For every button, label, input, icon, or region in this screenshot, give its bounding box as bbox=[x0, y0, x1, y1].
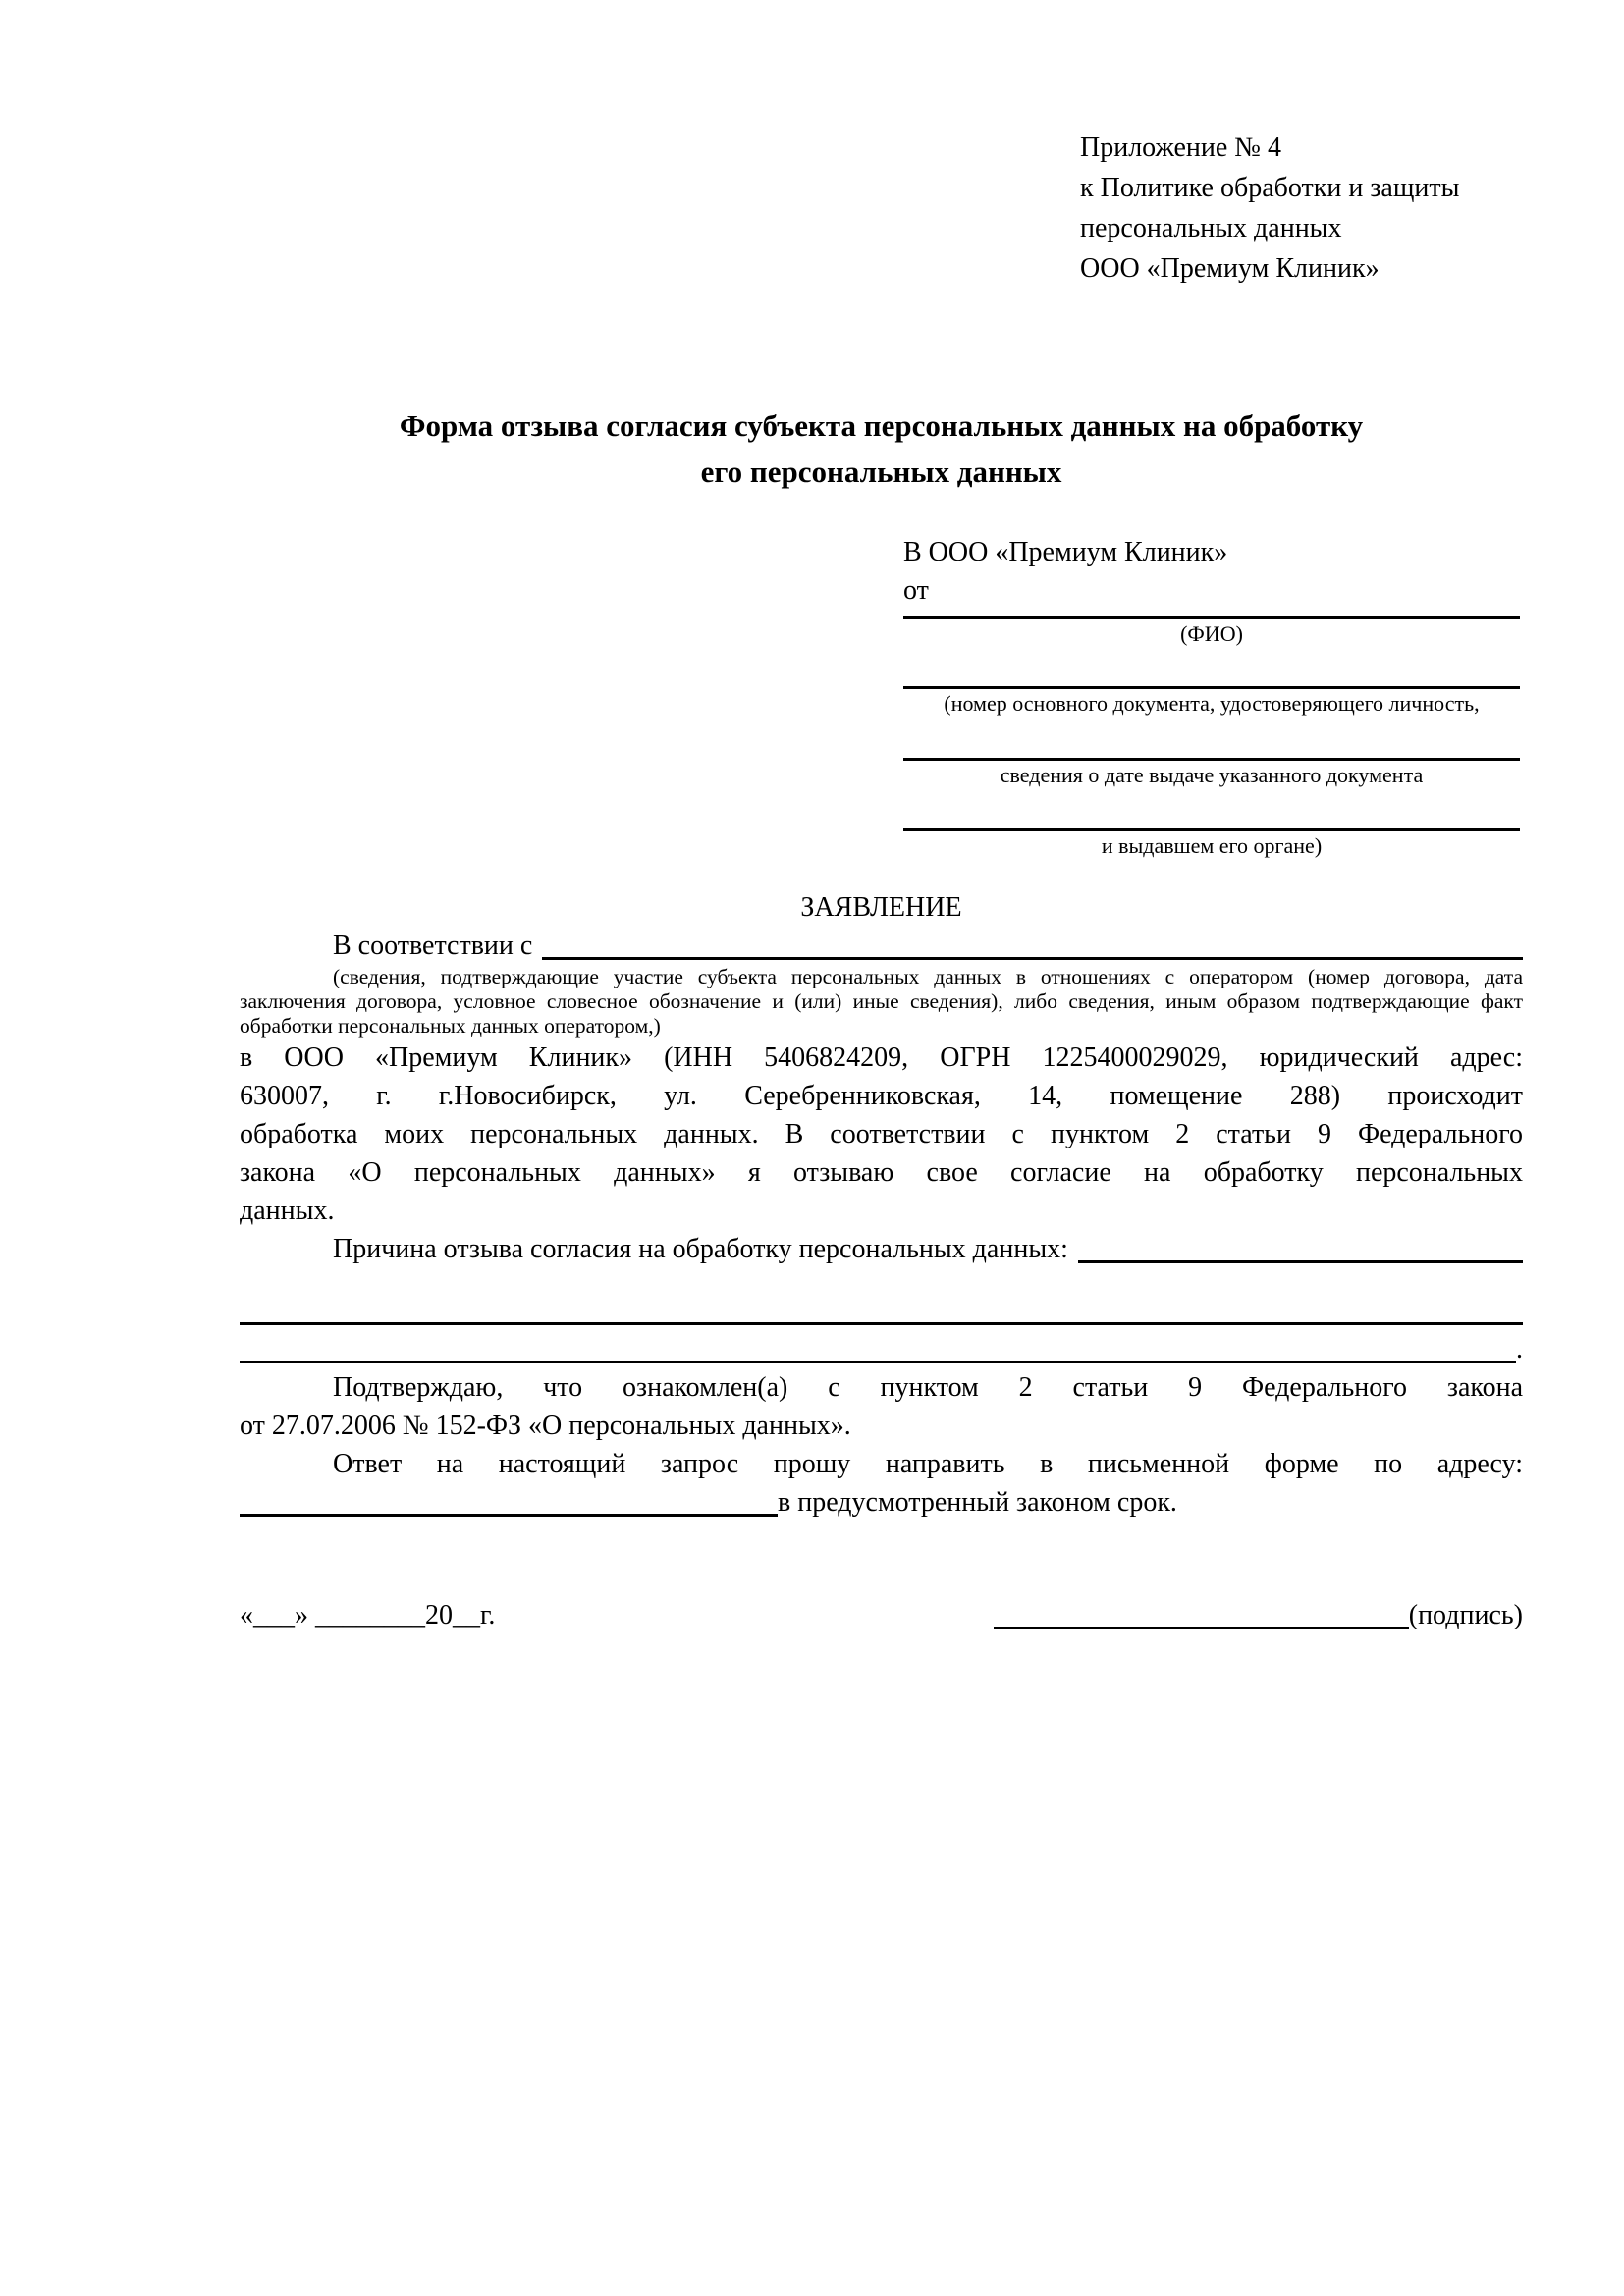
body-line: обработка моих персональных данных. В соответствии с пунктом 2 статьи 9 Федерального bbox=[240, 1119, 1523, 1149]
addressee-block bbox=[903, 533, 1520, 860]
doc-issuer-caption: и выдавшем его органе) bbox=[1101, 833, 1323, 858]
body-line: 630007, г. г.Новосибирск, ул. Серебренниковская, 14, помещение 288) происходит bbox=[240, 1081, 1523, 1111]
signature-caption: (подпись) bbox=[1408, 1600, 1523, 1630]
appendix-line: персональных данных bbox=[1080, 213, 1342, 243]
signature-blank-line bbox=[994, 1627, 1409, 1629]
fio-caption: (ФИО) bbox=[1180, 621, 1243, 646]
addressee-from-label: от bbox=[903, 575, 929, 606]
doc-number-caption: (номер основного документа, удостоверяющего личность, bbox=[944, 691, 1480, 716]
statement-section bbox=[240, 888, 1523, 1634]
footer-row bbox=[240, 1596, 1523, 1634]
body-line: данных. bbox=[240, 1196, 335, 1226]
note-line: заключения договора, условное словесное обозначение и (или) иные сведения), либо сведения, иным образом подтверждающие факт bbox=[240, 989, 1523, 1013]
intro-blank-line bbox=[542, 957, 1523, 960]
appendix-line: Приложение № 4 bbox=[1080, 133, 1281, 163]
sentence-period: . bbox=[1516, 1334, 1523, 1364]
appendix-line: к Политике обработки и защиты bbox=[1080, 173, 1460, 203]
document-title bbox=[240, 402, 1523, 495]
reason-line bbox=[240, 1230, 1523, 1268]
intro-line bbox=[240, 927, 1523, 965]
addressee-to: В ООО «Премиум Клиник» bbox=[903, 537, 1228, 567]
note-line: обработки персональных данных оператором,) bbox=[240, 1014, 661, 1038]
reply-suffix: в предусмотренный законом срок. bbox=[778, 1487, 1177, 1518]
reason-blank-line-3 bbox=[240, 1361, 1516, 1363]
reason-blank-row bbox=[240, 1292, 1523, 1330]
reason-blank-line bbox=[1078, 1260, 1523, 1263]
reply-line: Ответ на настоящий запрос прошу направить в письменной форме по адресу: bbox=[333, 1449, 1523, 1479]
note-line: (сведения, подтверждающие участие субъекта персональных данных в отношениях с оператором (номер договора, дата bbox=[333, 965, 1523, 988]
date-blank: «___» ________20__г. bbox=[240, 1600, 496, 1630]
reason-blank-row bbox=[240, 1330, 1523, 1368]
confirm-line: от 27.07.2006 № 152-ФЗ «О персональных данных». bbox=[240, 1411, 851, 1441]
address-blank-line bbox=[240, 1514, 778, 1517]
body-line: закона «О персональных данных» я отзываю свое согласие на обработку персональных bbox=[240, 1157, 1523, 1188]
document-title-line: Форма отзыва согласия субъекта персональных данных на обработку bbox=[399, 408, 1364, 443]
reason-blank-line-2 bbox=[240, 1322, 1523, 1325]
confirm-line: Подтверждаю, что ознакомлен(а) с пунктом 2 статьи 9 Федерального закона bbox=[333, 1372, 1523, 1403]
intro-label: В соответствии с bbox=[333, 931, 533, 961]
body-line: в ООО «Премиум Клиник» (ИНН 5406824209, ОГРН 1225400029029, юридический адрес: bbox=[240, 1042, 1523, 1073]
reply-address-row bbox=[240, 1483, 1523, 1522]
document-title-line: его персональных данных bbox=[700, 454, 1062, 489]
appendix-note bbox=[1080, 128, 1459, 289]
appendix-line: ООО «Премиум Клиник» bbox=[1080, 253, 1380, 284]
statement-heading: ЗАЯВЛЕНИЕ bbox=[800, 892, 962, 923]
doc-issue-date-caption: сведения о дате выдаче указанного документа bbox=[1000, 763, 1424, 787]
reason-label: Причина отзыва согласия на обработку персональных данных: bbox=[333, 1234, 1068, 1264]
